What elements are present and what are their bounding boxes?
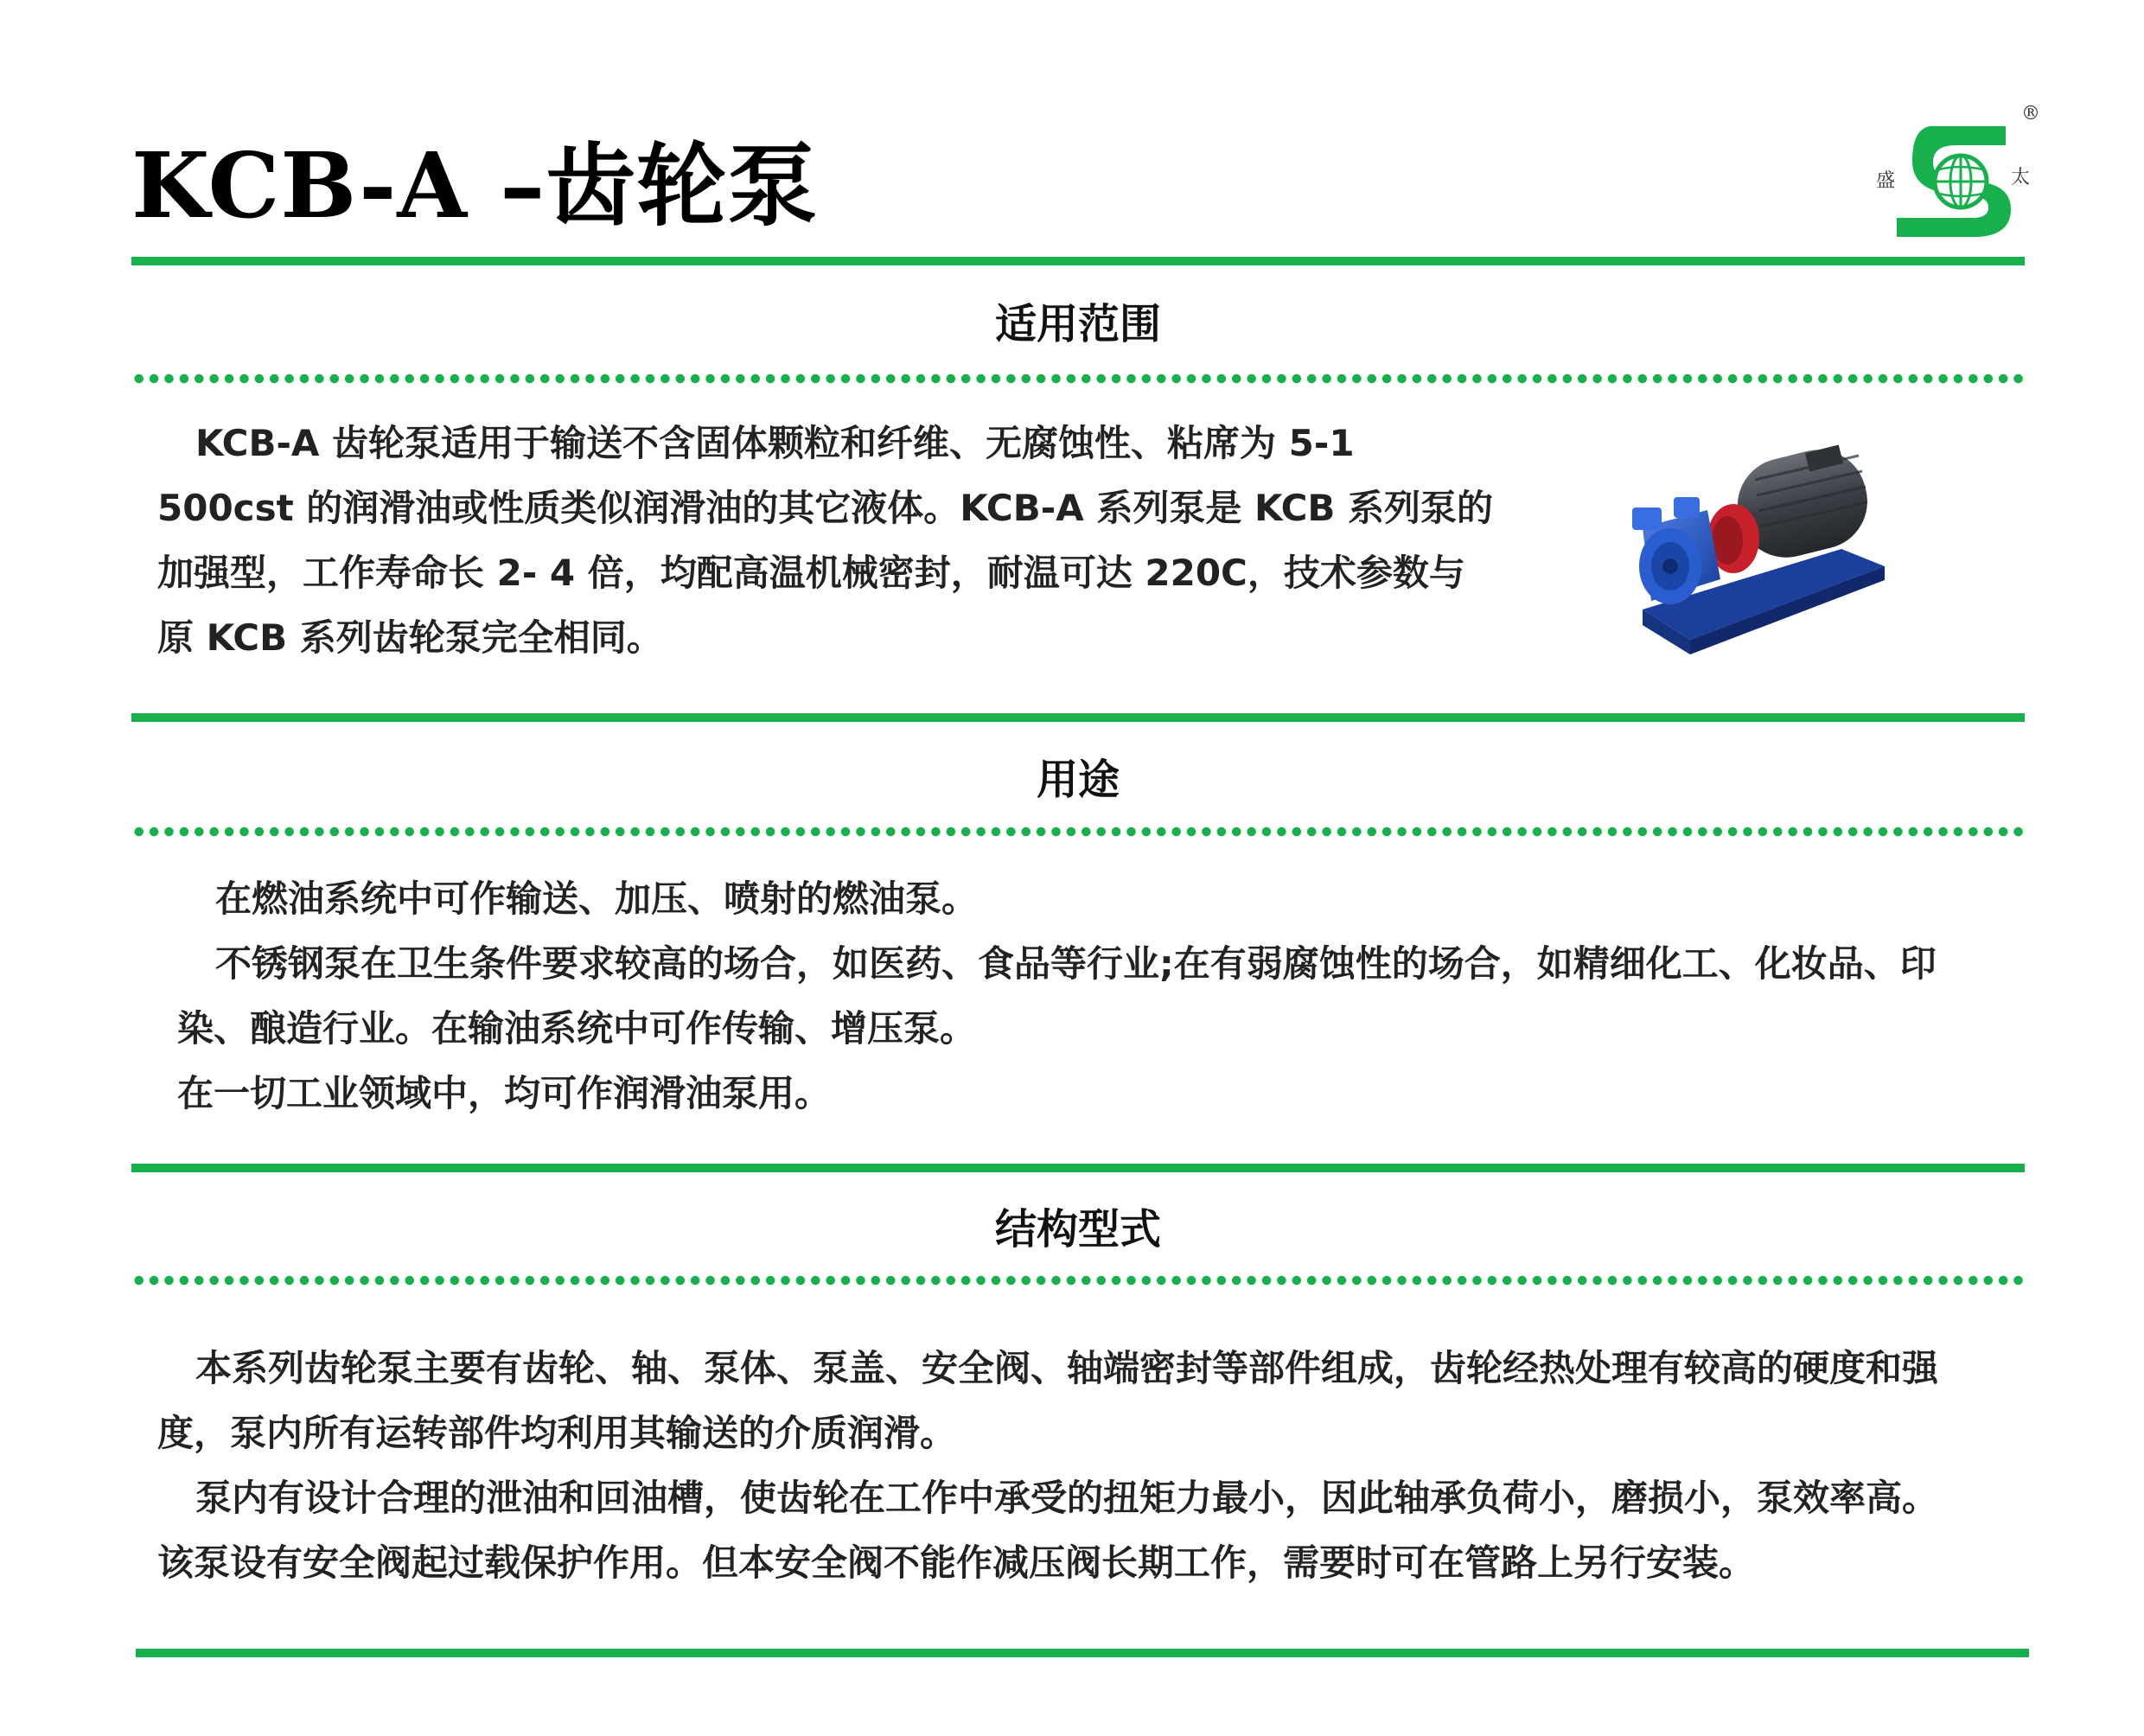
section-heading-usage: 用途 [1036,756,1120,804]
page-title: KCB-A –齿轮泵 [131,132,819,239]
paragraph-line: 加强型，工作寿命长 2- 4 倍，均配高温机械密封，耐温可达 220C，技术参数与 [157,552,1465,594]
logo-right-char: 太 [2011,167,2031,188]
paragraph-line: 泵内有设计合理的泄油和回油槽，使齿轮在工作中承受的扭矩力最小，因此轴承负荷小，磨损小，泵效率高。 [195,1477,1939,1519]
paragraph-line: 染、酿造行业。在输油系统中可作传输、增压泵。 [177,1007,977,1050]
logo-left-char: 盛 [1876,170,1896,192]
divider-dotted [131,373,2025,384]
divider-dotted [131,827,2025,837]
section-heading-structure: 结构型式 [994,1205,1161,1254]
section-body-structure [157,1336,2025,1595]
paragraph-line: KCB-A 齿轮泵适用于输送不含固体颗粒和纤维、无腐蚀性、粘席为 5-1 [195,422,1355,464]
brand-logo [1876,97,2040,246]
paragraph-line: 本系列齿轮泵主要有齿轮、轴、泵体、泵盖、安全阀、轴端密封等部件组成，齿轮经热处理有较高的硬度和强 [195,1347,1939,1389]
paragraph-line: 不锈钢泵在卫生条件要求较高的场合，如医药、食品等行业;在有弱腐蚀性的场合，如精细化工、化妆品、印 [215,942,1937,985]
section-body-usage [177,866,2027,1126]
divider-solid [131,257,2025,265]
registered-mark: ® [2021,103,2040,124]
section-heading-scope: 适用范围 [994,300,1161,348]
paragraph-line: 度，泵内所有运转部件均利用其输送的介质润滑。 [157,1412,957,1454]
divider-dotted [131,1275,2025,1286]
paragraph-line: 原 KCB 系列齿轮泵完全相同。 [157,616,663,659]
divider-solid [131,1164,2025,1172]
divider-solid [131,713,2025,722]
divider-solid [136,1649,2029,1657]
section-body-scope [157,411,1506,670]
paragraph-line: 在一切工业领域中，均可作润滑油泵用。 [177,1072,832,1114]
paragraph-line: 该泵设有安全阀起过载保护作用。但本安全阀不能作减压阀长期工作，需要时可在管路上另行安装。 [157,1541,1756,1584]
paragraph-line: 在燃油系统中可作输送、加压、喷射的燃油泵。 [215,878,979,920]
gear-pump-image [1625,428,1902,661]
paragraph-line: 500cst 的润滑油或性质类似润滑油的其它液体。KCB-A 系列泵是 KCB 系列泵的 [157,487,1494,529]
